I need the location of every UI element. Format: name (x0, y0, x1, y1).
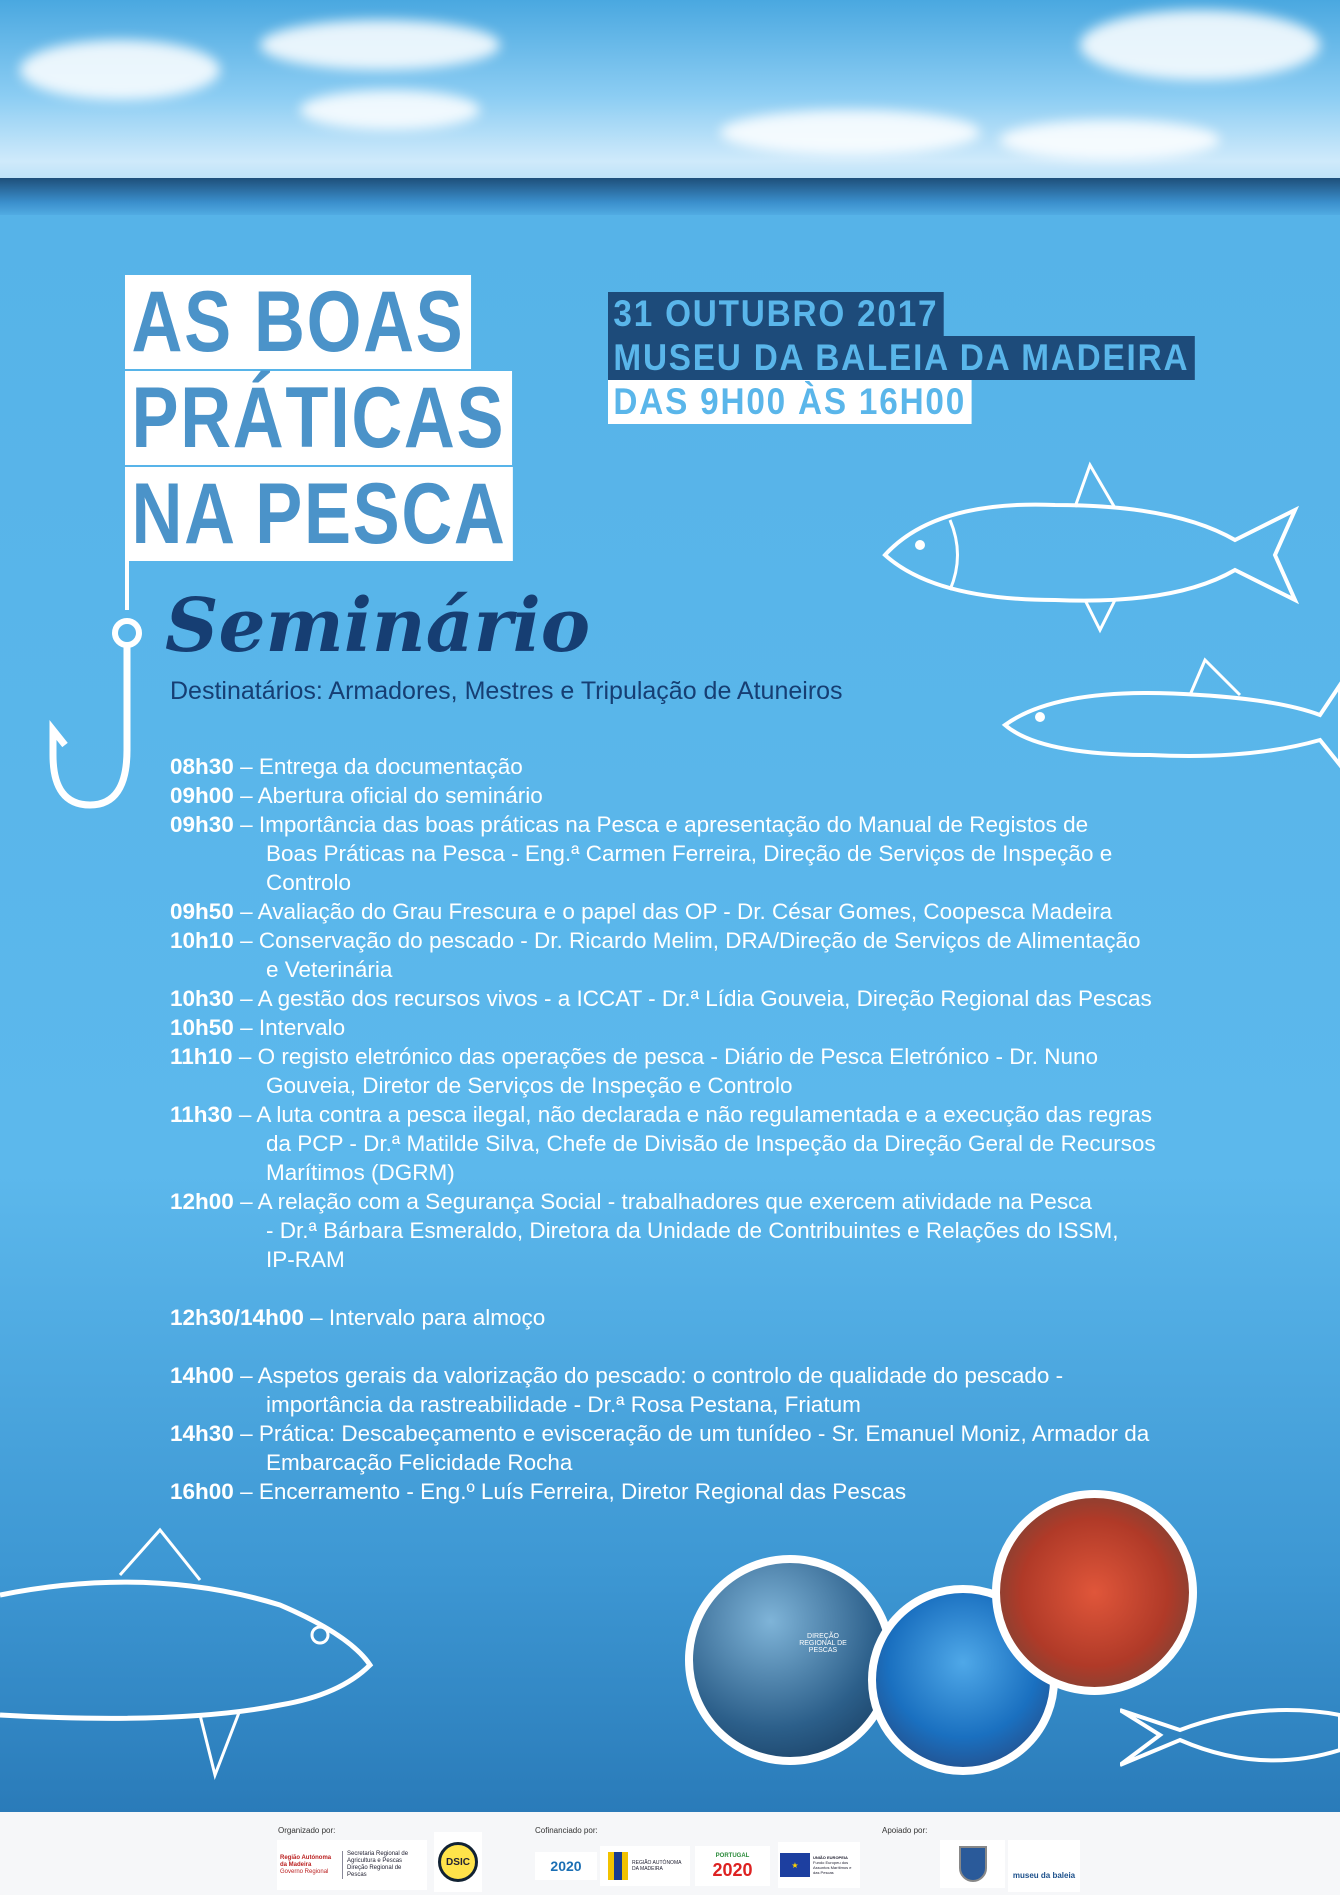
schedule-line (170, 1419, 1270, 1448)
ram-sraf-logo (277, 1840, 427, 1890)
schedule-item (170, 810, 1270, 897)
schedule-item (170, 1419, 1270, 1477)
schedule-time: 09h30 (170, 812, 234, 837)
water-surface (0, 178, 1340, 218)
eu-sub-text: Fundo Europeu dos Assuntos Marítimos e das Pescas (813, 1860, 852, 1875)
supported-label: Apoiado por: (882, 1826, 928, 1835)
schedule-description-continued: Boas Práticas na Pesca - Eng.ª Carmen Ferreira, Direção de Serviços de Inspeção e (266, 841, 1113, 866)
seminar-heading: Seminário (165, 583, 591, 669)
title-line: AS BOAS (125, 275, 471, 369)
schedule-time: 10h30 (170, 986, 234, 1011)
poster-title (125, 275, 513, 563)
schedule-time: 09h00 (170, 783, 234, 808)
schedule-time: 14h30 (170, 1421, 234, 1446)
event-info (608, 292, 1260, 424)
schedule-line (170, 926, 1270, 955)
schedule-description: – Intervalo (240, 1015, 346, 1040)
audience-text: Destinatários: Armadores, Mestres e Tripulação de Atuneiros (170, 677, 843, 705)
schedule-description-continued: - Dr.ª Bárbara Esmeraldo, Diretora da Unidade de Contribuintes e Relações do ISSM, (266, 1218, 1119, 1243)
ram-text: Região Autónoma da Madeira (280, 1854, 332, 1868)
schedule-item (170, 1100, 1270, 1187)
ram-logo (600, 1846, 690, 1886)
schedule-description: – O registo eletrónico das operações de pesca - Diário de Pesca Eletrónico - Dr. Nuno (238, 1044, 1099, 1069)
ram-sub-text: Governo Regional (280, 1868, 329, 1875)
schedule-description-continued: IP-RAM (266, 1247, 345, 1272)
schedule-time: 10h10 (170, 928, 234, 953)
photo-boat-bridge (685, 1555, 895, 1765)
sraf-text: Secretaria Regional de Agricultura e Pescas (347, 1851, 409, 1864)
eu-logo: ★ UNIÃO EUROPEIA Fundo Europeu dos Assuntos Marítimos e das Pescas (778, 1842, 860, 1888)
schedule-description-continued: Gouveia, Diretor de Serviços de Inspeção e Controlo (266, 1073, 793, 1098)
schedule-description: – Encerramento - Eng.º Luís Ferreira, Diretor Regional das Pescas (240, 1479, 907, 1504)
pt2020-top: PORTUGAL (715, 1853, 750, 1859)
schedule-description: – Intervalo para almoço (310, 1305, 546, 1330)
eu-text: UNIÃO EUROPEIA (813, 1855, 848, 1860)
dsic-text: DSIC (438, 1842, 478, 1882)
schedule-line (170, 1361, 1270, 1390)
portugal2020-logo (695, 1846, 770, 1886)
drp-text: Direção Regional de Pescas (347, 1865, 402, 1878)
schedule-line (170, 1100, 1270, 1129)
fishing-hook-icon (45, 540, 145, 820)
schedule-line (170, 1303, 1270, 1332)
schedule-description: – Avaliação do Grau Frescura e o papel das OP - Dr. César Gomes, Coopesca Madeira (240, 899, 1113, 924)
schedule-description-continued: e Veterinária (266, 957, 393, 982)
schedule-time: 09h50 (170, 899, 234, 924)
schedule-time: 12h30/14h00 (170, 1305, 304, 1330)
schedule-description-continued: Marítimos (DGRM) (266, 1160, 455, 1185)
schedule-description: – Entrega da documentação (240, 754, 523, 779)
sponsors-footer (0, 1812, 1340, 1895)
schedule-description-continued: Embarcação Felicidade Rocha (266, 1450, 573, 1475)
salmon-illustration-icon (875, 460, 1305, 640)
schedule-description: – Aspetos gerais da valorização do pescado: o controlo de qualidade do pescado - (240, 1363, 1064, 1388)
event-hours: DAS 9H00 ÀS 16H00 (608, 380, 971, 424)
schedule-description: – A luta contra a pesca ilegal, não declarada e não regulamentada e a execução das regras (238, 1102, 1152, 1127)
schedule-item (170, 897, 1270, 926)
schedule-description-continued: da PCP - Dr.ª Matilde Silva, Chefe de Divisão de Inspeção da Direção Geral de Recursos (266, 1131, 1156, 1156)
schedule-time: 11h30 (170, 1102, 233, 1127)
schedule-line (170, 1187, 1270, 1216)
schedule-time: 14h00 (170, 1363, 234, 1388)
tuna-illustration-icon (1120, 1680, 1340, 1790)
schedule-list (170, 752, 1270, 1506)
schedule-time: 12h00 (170, 1189, 234, 1214)
schedule-item (170, 926, 1270, 984)
municipality-crest-icon (940, 1840, 1005, 1888)
schedule-line (170, 1042, 1270, 1071)
event-venue: MUSEU DA BALEIA DA MADEIRA (608, 336, 1195, 380)
pt2020-text: 2020 (712, 1860, 753, 1880)
schedule-item (170, 984, 1270, 1013)
grouper-illustration-icon (0, 1525, 380, 1785)
schedule-item (170, 1187, 1270, 1274)
dsic-logo (434, 1832, 482, 1892)
schedule-item (170, 1361, 1270, 1419)
schedule-description: – Abertura oficial do seminário (240, 783, 543, 808)
photo-fish-processing (992, 1490, 1197, 1695)
schedule-description-continued: Controlo (266, 870, 352, 895)
schedule-description: – Importância das boas práticas na Pesca e apresentação do Manual de Registos de (240, 812, 1089, 837)
schedule-line (170, 897, 1270, 926)
schedule-item (170, 1303, 1270, 1332)
title-line: PRÁTICAS (125, 371, 512, 465)
schedule-line (170, 810, 1270, 839)
schedule-line (170, 984, 1270, 1013)
title-line: NA PESCA (125, 467, 513, 561)
mar2020-logo: 2020 (535, 1852, 597, 1880)
schedule-time: 11h10 (170, 1044, 233, 1069)
cofinanced-label: Cofinanciado por: (535, 1826, 598, 1835)
organized-label: Organizado por: (278, 1826, 336, 1835)
schedule-description: – Conservação do pescado - Dr. Ricardo Melim, DRA/Direção de Serviços de Alimentação (240, 928, 1141, 953)
photo-jacket-text: DIREÇÃO REGIONAL DE PESCAS (799, 1633, 847, 1654)
schedule-line (170, 1013, 1270, 1042)
museu-baleia-logo: museu da baleia (1008, 1840, 1080, 1892)
schedule-item (170, 781, 1270, 810)
schedule-line (170, 781, 1270, 810)
ram2-text: REGIÃO AUTÓNOMA DA MADEIRA (632, 1860, 682, 1872)
schedule-description-continued: importância da rastreabilidade - Dr.ª Rosa Pestana, Friatum (266, 1392, 861, 1417)
schedule-time: 16h00 (170, 1479, 234, 1504)
event-date: 31 OUTUBRO 2017 (608, 292, 944, 336)
schedule-description: – A gestão dos recursos vivos - a ICCAT - Dr.ª Lídia Gouveia, Direção Regional das Pescas (240, 986, 1152, 1011)
schedule-gap (170, 1332, 1270, 1361)
schedule-gap (170, 1274, 1270, 1303)
sardine-illustration-icon (1000, 655, 1340, 785)
schedule-description: – A relação com a Segurança Social - trabalhadores que exercem atividade na Pesca (240, 1189, 1092, 1214)
schedule-item (170, 1013, 1270, 1042)
schedule-description: – Prática: Descabeçamento e evisceração de um tunídeo - Sr. Emanuel Moniz, Armador da (240, 1421, 1150, 1446)
schedule-time: 08h30 (170, 754, 234, 779)
schedule-item (170, 1042, 1270, 1100)
schedule-time: 10h50 (170, 1015, 234, 1040)
